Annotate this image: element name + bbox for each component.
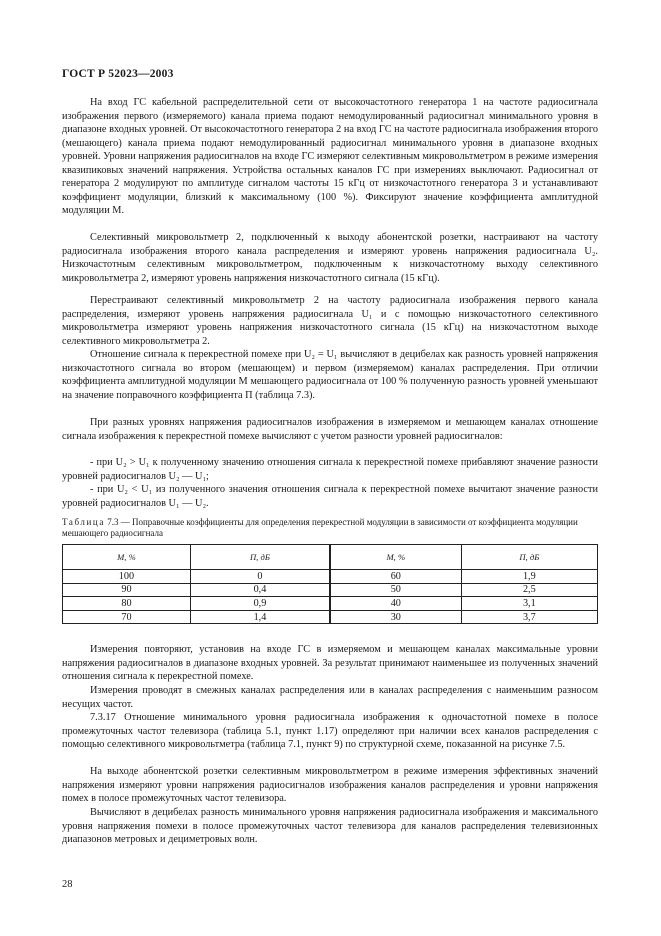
paragraph-1: На вход ГС кабельной распределительной сети от высокочастотного генератора 1 на частоте радиосигнала изображения первого (измеряемого) канала приема подают немодулированный радиосигнал минимального уровня в диапазоне входных уровней. От высокочастотного генератора 2 на вход ГС на частоте радиосигнала изображения второго (мешающего) канала приема подают немодулированный радиосигнал минимального уровня в диапазоне входных уровней. Уровни напряжения радиосигналов на входе ГС измеряют селективным микровольтметром в режиме измерения квазипиковых значений напряжения. Устройства остальных каналов ГС при измерениях выключают. Радиосигнал от генератора 2 модулируют по амплитуде сигналом частоты 15 кГц от низкочастотного генератора 3 и устанавливают коэффициент модуляции, близкий к максимальному (100 %). Фиксируют значение коэффициента амплитудной модуляции М. bbox=[62, 97, 598, 217]
table-cell: 100 bbox=[63, 570, 191, 584]
table-caption-text: 7.3 — Поправочные коэффициенты для определения перекрестной модуляции в зависимости от коэффициента модуляции мешающего радиосигнала bbox=[62, 517, 578, 538]
table-cell: 60 bbox=[330, 570, 461, 584]
table-cell: 70 bbox=[63, 610, 191, 624]
table-cell: 0 bbox=[190, 570, 330, 584]
header-m-right: М, % bbox=[330, 545, 461, 570]
table-cell: 3,7 bbox=[461, 610, 597, 624]
table-cell: 80 bbox=[63, 597, 191, 611]
table-row bbox=[63, 583, 598, 597]
paragraph-9: Измерения проводят в смежных каналах распределения или в каналах распределения с наименьшим разносом несущих частот. bbox=[62, 685, 598, 710]
table-caption bbox=[62, 517, 598, 539]
table-cell: 1,9 bbox=[461, 570, 597, 584]
paragraph-6: - при U₂ > U₁ к полученному значению отношения сигнала к перекрестной помехе прибавляют значение разности уровней радиосигналов U₂ — U₁; bbox=[62, 457, 598, 482]
table-cell: 50 bbox=[330, 583, 461, 597]
correction-table bbox=[62, 544, 598, 624]
paragraph-3: Перестраивают селективный микровольтметр 2 на частоту радиосигнала изображения первого канала распределения, измеряют уровень напряжения радиосигнала U₁ и с помощью низкочастотного селективного микровольтметра измеряют уровень напряжения низкочастотного сигнала (15 кГц) на низкочастотном выходе селективного микровольтметра 2. bbox=[62, 295, 598, 347]
paragraph-2: Селективный микровольтметр 2, подключенный к выходу абонентской розетки, настраивают на частоту радиосигнала изображения второго канала распределения и измеряют уровень напряжения радиосигнала U₂. Низкочастотным селективным микровольтметром, подключенным к низкочастотному выходу селективного микровольтметра 2, измеряют уровень напряжения низкочастотного сигнала (15 кГц). bbox=[62, 232, 598, 284]
table-cell: 3,1 bbox=[461, 597, 597, 611]
table-header-row bbox=[63, 545, 598, 570]
paragraph-7: - при U₂ < U₁ из полученного значения отношения сигнала к перекрестной помехе вычитают значение разности уровней радиосигналов U₁ — U₂. bbox=[62, 484, 598, 509]
table-cell: 1,4 bbox=[190, 610, 330, 624]
paragraph-8: Измерения повторяют, установив на входе ГС в измеряемом и мешающем каналах максимальные уровни напряжения радиосигналов в диапазоне входных уровней. За результат принимают наименьшее из полученных значений отношения сигнала к перекрестной помехе. bbox=[62, 644, 598, 683]
table-cell: 40 bbox=[330, 597, 461, 611]
table-caption-label: Таблица bbox=[62, 517, 105, 527]
table-row bbox=[63, 610, 598, 624]
table-cell: 0,4 bbox=[190, 583, 330, 597]
paragraph-10: 7.3.17 Отношение минимального уровня радиосигнала изображения к одночастотной помехе в полосе промежуточных частот телевизора (таблица 5.1, пункт 1.17) определяют при наличии всех каналов распределения с помощью селективного микровольтметра (таблица 7.1, пункт 9) по структурной схеме, показанной на рисунке 7.5. bbox=[62, 712, 598, 751]
page-number: 28 bbox=[62, 879, 73, 890]
paragraph-4: Отношение сигнала к перекрестной помехе при U₂ = U₁ вычисляют в децибелах как разность уровней напряжения низкочастотного сигнала во втором (мешающем) и первом (измеряемом) каналах распределения. При отличии коэффициента амплитудной модуляции М мешающего радиосигнала от 100 % полученную разность уровней уменьшают на значение поправочного коэффициента П (таблица 7.3). bbox=[62, 349, 598, 401]
table-row bbox=[63, 570, 598, 584]
table-cell: 2,5 bbox=[461, 583, 597, 597]
header-p-left: П, дБ bbox=[190, 545, 330, 570]
paragraph-5: При разных уровнях напряжения радиосигналов изображения в измеряемом и мешающем каналах отношение сигнала изображения к перекрестной помехе вычисляют с учетом разности уровней радиосигналов: bbox=[62, 417, 598, 442]
paragraph-12: Вычисляют в децибелах разность минимального уровня напряжения радиосигнала изображения и максимального уровня напряжения помехи в полосе промежуточных частот телевизора для каналов распределения телевизионных диапазонов метровых и дециметровых волн. bbox=[62, 807, 598, 846]
table-cell: 0,9 bbox=[190, 597, 330, 611]
table-cell: 90 bbox=[63, 583, 191, 597]
header-m-left: М, % bbox=[63, 545, 191, 570]
table-row bbox=[63, 597, 598, 611]
table-cell: 30 bbox=[330, 610, 461, 624]
header-p-right: П, дБ bbox=[461, 545, 597, 570]
paragraph-11: На выходе абонентской розетки селективным микровольтметром в режиме измерения эффективных значений напряжения измеряют уровни напряжения радиосигналов изображения каналов распределения и уровни напряжения помех в полосе промежуточных частот телевизора. bbox=[62, 766, 598, 805]
document-header: ГОСТ Р 52023—2003 bbox=[62, 68, 174, 80]
